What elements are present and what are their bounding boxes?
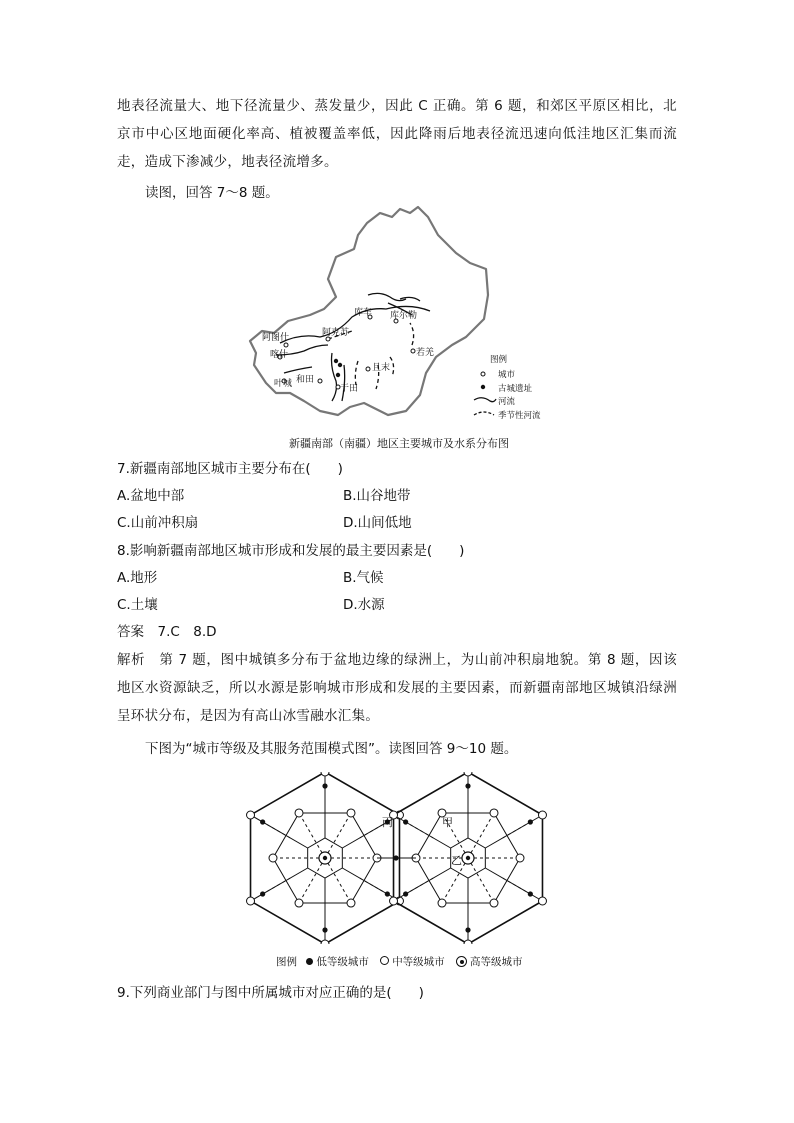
mid-level-city bbox=[516, 854, 524, 862]
hex-legend-title: 图例 bbox=[276, 956, 297, 968]
legend-seasonal-symbol bbox=[474, 412, 494, 415]
answer: 答案 7.C 8.D bbox=[117, 624, 217, 640]
map-legend-title: 图例 bbox=[490, 355, 508, 365]
mid-level-city bbox=[390, 897, 398, 905]
mid-level-city bbox=[490, 899, 498, 907]
city-label-hotan: 和田 bbox=[296, 375, 315, 385]
low-level-city bbox=[403, 891, 408, 896]
mid-level-city bbox=[321, 940, 329, 944]
label-jia: 甲 bbox=[442, 816, 453, 829]
service-link bbox=[299, 813, 325, 858]
service-area-diagram bbox=[246, 772, 556, 944]
low-level-city bbox=[465, 927, 470, 932]
q8-stem: 8.影响新疆南部地区城市形成和发展的最主要因素是( ) bbox=[117, 543, 465, 559]
high-city-symbol bbox=[456, 956, 467, 967]
ancient-city-marker bbox=[334, 359, 338, 363]
mid-level-city bbox=[464, 772, 472, 776]
xinjiang-map bbox=[240, 205, 560, 430]
hex-legend-high: 高等级城市 bbox=[470, 956, 523, 968]
mid-level-city bbox=[538, 811, 546, 819]
prompt-7-8: 读图，回答 7～8 题。 bbox=[145, 185, 279, 201]
city-label-ruoqiang: 若羌 bbox=[416, 348, 435, 358]
low-level-city bbox=[322, 927, 327, 932]
ancient-city-marker bbox=[338, 363, 342, 367]
prompt-9-10: 下图为“城市等级及其服务范围模式图”。读图回答 9～10 题。 bbox=[145, 741, 518, 757]
mid-level-city bbox=[438, 899, 446, 907]
mid-level-city bbox=[295, 809, 303, 817]
city-label-qiemo: 且末 bbox=[372, 363, 391, 373]
map-legend-city: 城市 bbox=[498, 370, 516, 380]
city-label-yutian: 于田 bbox=[340, 384, 359, 394]
q7-option-a: A.盆地中部 bbox=[117, 488, 185, 504]
service-link bbox=[468, 858, 494, 903]
seasonal-river bbox=[390, 357, 394, 377]
q7-option-b: B.山谷地带 bbox=[343, 488, 411, 504]
q8-option-c: C.土壤 bbox=[117, 597, 158, 613]
legend-ancient-symbol bbox=[481, 385, 485, 389]
hex-legend-low: 低等级城市 bbox=[316, 956, 369, 968]
map-legend-seasonal: 季节性河流 bbox=[498, 411, 541, 421]
explanation: 解析 第 7 题，图中城镇多分布于盆地边缘的绿洲上，为山前冲积扇地貌。第 8 题，因该地区水资源缺乏，所以水源是影响城市形成和发展的主要因素，而新疆南部地区城镇沿绿洲呈环状分布，是因为有高山冰雪融水汇集。 bbox=[117, 652, 677, 724]
low-level-city bbox=[260, 891, 265, 896]
service-link bbox=[299, 858, 325, 903]
low-level-city bbox=[322, 783, 327, 788]
q8-option-b: B.气候 bbox=[343, 570, 384, 586]
mid-level-city bbox=[347, 809, 355, 817]
low-level-city bbox=[385, 891, 390, 896]
city-label-kashgar: 喀什 bbox=[270, 350, 289, 360]
low-level-city bbox=[528, 819, 533, 824]
q9-stem: 9.下列商业部门与图中所属城市对应正确的是( ) bbox=[117, 985, 424, 1001]
service-link bbox=[325, 813, 351, 858]
seasonal-river bbox=[355, 361, 358, 385]
city-label-kuche: 库车 bbox=[354, 308, 373, 318]
low-level-city bbox=[260, 819, 265, 824]
city-label-atush: 阿图什 bbox=[262, 333, 290, 343]
service-link bbox=[468, 813, 494, 858]
legend-city-symbol bbox=[481, 372, 485, 376]
low-level-city bbox=[465, 783, 470, 788]
river bbox=[284, 367, 312, 373]
city-label-korla: 库尔勒 bbox=[390, 311, 418, 321]
city-marker bbox=[366, 367, 370, 371]
low-level-city bbox=[528, 891, 533, 896]
label-bing: 丙 bbox=[382, 816, 393, 829]
q7-option-c: C.山前冲积扇 bbox=[117, 515, 199, 531]
hex-legend-mid: 中等级城市 bbox=[392, 956, 445, 968]
map-caption: 新疆南部（南疆）地区主要城市及水系分布图 bbox=[289, 437, 509, 450]
city-marker bbox=[411, 349, 415, 353]
label-yi: 乙 bbox=[451, 854, 462, 867]
legend-river-symbol bbox=[474, 398, 496, 402]
ancient-city-marker bbox=[336, 373, 340, 377]
map-legend-river: 河流 bbox=[498, 397, 516, 407]
q7-option-d: D.山间低地 bbox=[343, 515, 412, 531]
low-level-city bbox=[403, 819, 408, 824]
high-level-city-dot bbox=[323, 856, 327, 860]
mid-city-symbol bbox=[380, 956, 389, 965]
city-marker bbox=[318, 379, 322, 383]
mid-level-city bbox=[490, 809, 498, 817]
mid-level-city bbox=[247, 897, 255, 905]
mid-level-city bbox=[269, 854, 277, 862]
service-link bbox=[325, 858, 351, 903]
high-level-city-dot bbox=[466, 856, 470, 860]
mid-level-city bbox=[247, 811, 255, 819]
map-legend-ancient: 古城遗址 bbox=[498, 384, 533, 394]
city-label-aksu: 阿克苏 bbox=[322, 328, 350, 338]
hex-legend bbox=[276, 952, 523, 972]
seasonal-river bbox=[410, 323, 414, 345]
river bbox=[342, 365, 345, 401]
intro-paragraph: 地表径流量大、地下径流量少、蒸发量少，因此 C 正确。第 6 题，和郊区平原区相比，北京市中心区地面硬化率高、植被覆盖率低，因此降雨后地表径流迅速向低洼地区汇集而流走，造成下渗减少，地表径流增多。 bbox=[117, 98, 677, 170]
low-city-symbol bbox=[306, 958, 313, 965]
mid-level-city bbox=[295, 899, 303, 907]
q8-option-d: D.水源 bbox=[343, 597, 385, 613]
q8-option-a: A.地形 bbox=[117, 570, 158, 586]
q7-stem: 7.新疆南部地区城市主要分布在( ) bbox=[117, 461, 343, 477]
mid-level-city bbox=[538, 897, 546, 905]
low-level-city bbox=[393, 855, 398, 860]
city-label-yecheng: 叶城 bbox=[274, 379, 293, 389]
mid-level-city bbox=[347, 899, 355, 907]
city-marker bbox=[284, 343, 288, 347]
mid-level-city bbox=[464, 940, 472, 944]
mid-level-city bbox=[321, 772, 329, 776]
